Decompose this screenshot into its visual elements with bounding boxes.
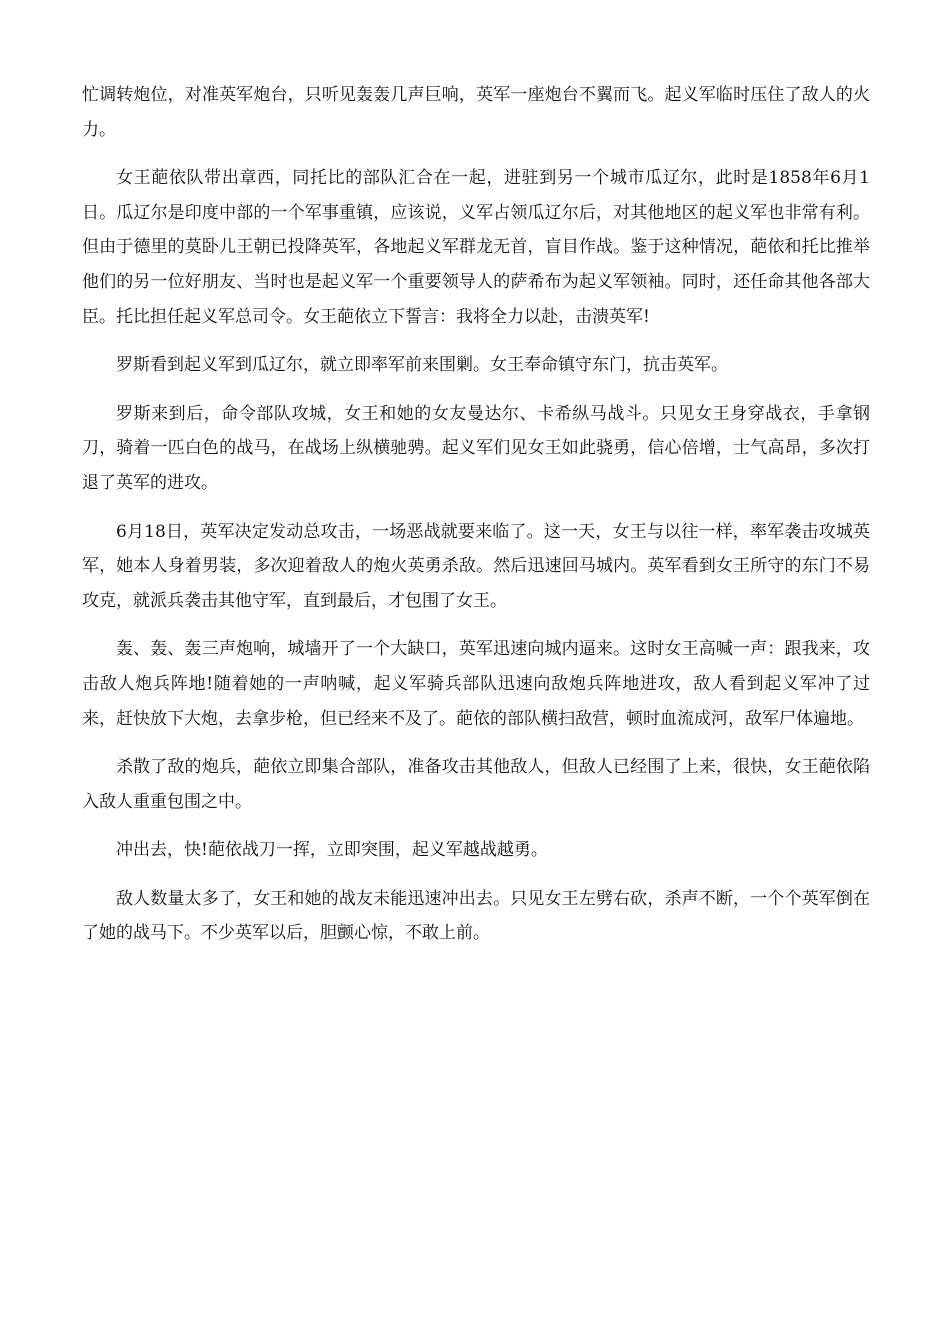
paragraph-4: 罗斯来到后，命令部队攻城，女王和她的女友曼达尔、卡希纵马战斗。只见女王身穿战衣，手拿钢刀，骑着一匹白色的战马，在战场上纵横驰骋。起义军们见女王如此骁勇，信心倍增，士气高昂，多次打退了英军的进攻。: [82, 403, 870, 493]
paragraph-2: 女王葩依队带出章西，同托比的部队汇合在一起，进驻到另一个城市瓜辽尔，此时是1858年6月1日。瓜辽尔是印度中部的一个军事重镇，应该说，义军占领瓜辽尔后，对其他地区的起义军也非常有利。但由于德里的莫卧儿王朝已投降英军，各地起义军群龙无首，盲目作战。鉴于这种情况，葩依和托比推举他们的另一位好朋友、当时也是起义军一个重要领导人的萨希布为起义军领袖。同时，还任命其他各部大臣。托比担任起义军总司令。女王葩依立下誓言：我将全力以赴，击溃英军!: [82, 168, 870, 327]
paragraph-3: 罗斯看到起义军到瓜辽尔，就立即率军前来围剿。女王奉命镇守东门，抗击英军。: [116, 355, 728, 376]
paragraph-6: 轰、轰、轰三声炮响，城墙开了一个大缺口，英军迅速向城内逼来。这时女王高喊一声：跟我来，攻击敌人炮兵阵地!随着她的一声呐喊，起义军骑兵部队迅速向敌炮兵阵地进攻，敌人看到起义军冲了过来，赶快放下大炮，去拿步枪，但已经来不及了。葩依的部队横扫敌营，顿时血流成河，敌军尸体遍地。: [82, 639, 870, 729]
paragraph-7: 杀散了敌的炮兵，葩依立即集合部队，准备攻击其他敌人，但敌人已经围了上来，很快，女王葩依陷入敌人重重包围之中。: [82, 757, 870, 812]
paragraph-9: 敌人数量太多了，女王和她的战友未能迅速冲出去。只见女王左劈右砍，杀声不断，一个个英军倒在了她的战马下。不少英军以后，胆颤心惊，不敢上前。: [82, 888, 870, 944]
paragraph-1: 忙调转炮位，对准英军炮台，只听见轰轰几声巨响，英军一座炮台不翼而飞。起义军临时压住了敌人的火力。: [82, 85, 870, 140]
paragraph-5: 6月18日，英军决定发动总攻击，一场恶战就要来临了。这一天，女王与以往一样，率军袭击攻城英军，她本人身着男装，多次迎着敌人的炮火英勇杀敌。然后迅速回马城内。英军看到女王所守的东门不易攻克，就派兵袭击其他守军，直到最后，才包围了女王。: [82, 521, 870, 611]
paragraph-8: 冲出去，快!葩依战刀一挥，立即突围，起义军越战越勇。: [116, 840, 548, 861]
document-page: [82, 78, 870, 965]
